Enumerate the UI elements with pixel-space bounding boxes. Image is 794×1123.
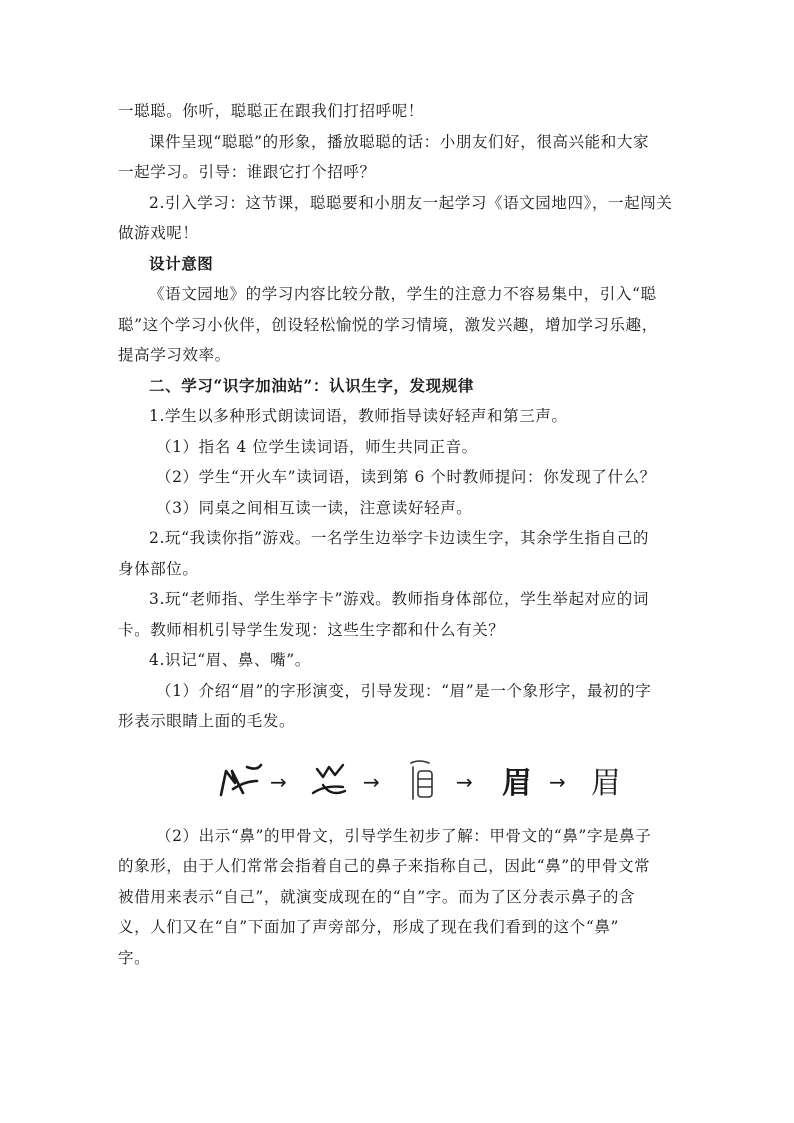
section-two-heading: 二、学习“识字加油站”：认识生字，发现规律	[149, 375, 474, 395]
paragraph-step1: 1.学生以多种形式朗读词语，教师指导读好轻声和第三声。	[149, 407, 568, 425]
arrow-2: →	[363, 769, 381, 794]
paragraph-step4-sub2-line1: （2）出示“鼻”的甲骨文，引导学生初步了解：甲骨文的“鼻”字是鼻子	[156, 826, 652, 845]
paragraph-design-line1: 《语文园地》的学习内容比较分散，学生的注意力不容易集中，引入“聪	[149, 285, 657, 303]
paragraph-courseware-line2: 一起学习。引导：谁跟它打个招呼？	[118, 163, 376, 181]
arrow-1: →	[270, 769, 288, 794]
paragraph-step1-sub1: （1）指名 4 位学生读词语，师生共同正音。	[156, 437, 478, 456]
paragraph-step1-sub2: （2）学生“开火车”读词语，读到第 6 个时教师提问：你发现了什么？	[156, 468, 656, 486]
paragraph-step1-sub3: （3）同桌之间相互读一读，注意读好轻声。	[156, 498, 473, 517]
document-page	[118, 96, 678, 973]
design-intent-heading: 设计意图	[149, 253, 214, 273]
arrow-3: →	[456, 769, 474, 794]
paragraph-step3-line1: 3.玩“老师指、学生举字卡”游戏。教师指身体部位，学生举起对应的词	[149, 590, 649, 608]
paragraph-step4-sub2-line4: 义，人们又在“自”下面加了声旁部分，形成了现在我们看到的这个“鼻”	[118, 918, 619, 936]
paragraph-step4-sub2-line5: 字。	[118, 948, 151, 967]
paragraph-courseware-line1: 课件呈现“聪聪”的形象，播放聪聪的话：小朋友们好，很高兴能和大家	[149, 132, 650, 151]
paragraph-design-line3: 提高学习效率。	[118, 346, 231, 364]
seal-script-mei-glyph	[411, 761, 432, 799]
paragraph-step2-line1: 2.玩“我读你指”游戏。一名学生边举字卡边读生字，其余学生指自己的	[149, 529, 649, 547]
mei-character-evolution-figure	[213, 751, 635, 809]
regular-mei-glyph: 眉	[591, 765, 622, 801]
paragraph-step4: 4.识记“眉、鼻、嘴”。	[149, 651, 311, 669]
regular-bold-mei-glyph: 眉	[502, 765, 533, 801]
oracle-bone-mei-glyph	[221, 765, 261, 795]
paragraph-design-line2: 聪”这个学习小伙伴，创设轻松愉悦的学习情境，激发兴趣，增加学习乐趣，	[118, 315, 658, 334]
paragraph-step4-sub1-line1: （1）介绍“眉”的字形演变，引导发现：“眉”是一个象形字，最初的字	[156, 681, 652, 700]
paragraph-step4-sub2-line3: 被借用来表示“自己”，就演变成现在的“自”字。而为了区分表示鼻子的含	[118, 887, 636, 906]
paragraph-step2-line2: 身体部位。	[118, 559, 199, 578]
paragraph-step3-line2: 卡。教师相机引导学生发现：这些生字都和什么有关？	[118, 620, 505, 639]
paragraph-intro-learning-line2: 做游戏呢！	[118, 224, 199, 242]
paragraph-intro-learning-line1: 2.引入学习：这节课，聪聪要和小朋友一起学习《语文园地四》，一起闯关	[149, 193, 673, 212]
paragraph-step4-sub2-line2: 的象形，由于人们常常会指着自己的鼻子来指称自己，因此“鼻”的甲骨文常	[118, 857, 651, 875]
paragraph-step4-sub1-line2: 形表示眼睛上面的毛发。	[118, 712, 296, 730]
bronze-mei-glyph	[313, 765, 345, 793]
paragraph-intro-tail: 一聪聪。你听，聪聪正在跟我们打招呼呢！	[118, 102, 424, 120]
arrow-4: →	[549, 769, 567, 794]
